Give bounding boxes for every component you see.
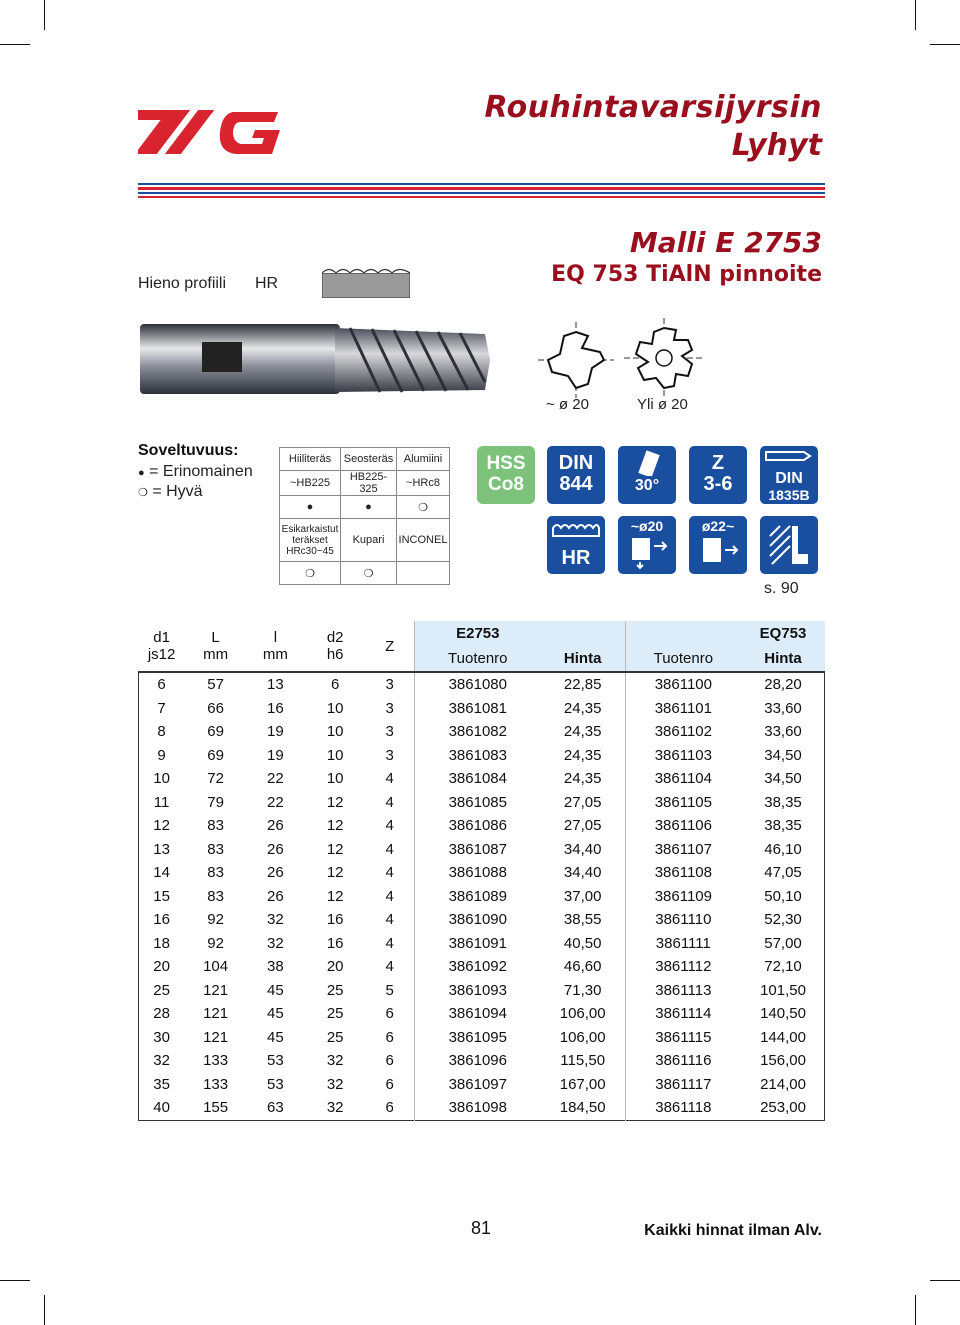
table-cell: 34,40 (563, 840, 602, 858)
table-cell: 10 (153, 770, 170, 788)
table-cell: 32 (267, 911, 284, 929)
table-cell: 33,60 (764, 699, 802, 717)
suitability-mark (397, 562, 450, 585)
table-cell: 22 (267, 793, 284, 811)
legend-good (138, 483, 203, 501)
profile-wave-icon (322, 268, 410, 303)
table-cell: 32 (153, 1052, 170, 1070)
table-cell: 26 (267, 817, 284, 835)
table-cell: 10 (326, 723, 344, 741)
group-header-eq753: EQ753 (759, 625, 807, 642)
hr-profile-badge (547, 516, 605, 574)
table-cell: 25 (326, 1028, 344, 1046)
table-cell: 3 (385, 676, 394, 694)
group-header-e2753: E2753 (414, 621, 540, 646)
center-cut-small-badge (618, 516, 676, 574)
col-header-code: Tuotenro (414, 646, 540, 672)
suitability-mark: ❍ (397, 496, 450, 519)
section-diagram-4-flute (538, 322, 614, 403)
din-844-badge (547, 446, 605, 504)
material-header: Seosteräs (341, 448, 397, 471)
table-cell: 30 (153, 1028, 170, 1046)
table-cell: 57,00 (764, 934, 802, 952)
table-cell: 253,00 (760, 1099, 806, 1117)
flute-count-badge (689, 446, 747, 504)
diameter-label: ø22~ (701, 518, 735, 534)
table-cell: 133 (203, 1052, 229, 1070)
table-cell: 53 (267, 1075, 284, 1093)
table-cell: 12 (326, 887, 344, 905)
table-cell: 26 (267, 840, 284, 858)
table-cell: 3861089 (414, 885, 540, 909)
table-cell: 16 (326, 911, 344, 929)
table-cell: 10 (326, 746, 344, 764)
table-cell: 25 (326, 981, 344, 999)
material-header: INCONEL (397, 519, 450, 562)
table-cell: 106,00 (559, 1005, 606, 1023)
table-cell: 101,50 (760, 981, 806, 999)
table-cell: 83 (207, 864, 224, 882)
table-cell: 3861083 (414, 744, 540, 768)
table-row (138, 720, 825, 744)
table-cell: 3861081 (414, 697, 540, 721)
table-cell: 6 (385, 1075, 394, 1093)
table-cell: 3861112 (625, 955, 741, 979)
table-cell: 50,10 (764, 887, 802, 905)
table-cell: 4 (385, 770, 394, 788)
col-header-price: Hinta (563, 650, 602, 667)
table-cell: 22,85 (563, 676, 602, 694)
table-cell: 3861093 (414, 979, 540, 1003)
table-cell: 45 (267, 1028, 284, 1046)
table-cell: 28 (153, 1005, 170, 1023)
table-cell: 53 (267, 1052, 284, 1070)
suitability-heading: Soveltuvuus: (138, 442, 239, 459)
end-mill-image (140, 320, 495, 400)
table-cell: 92 (207, 934, 224, 952)
col-header-l (246, 621, 305, 672)
diagram-caption-right: Yli ø 20 (637, 396, 688, 413)
table-cell: 3861087 (414, 838, 540, 862)
table-cell: 3861118 (625, 1096, 741, 1120)
table-cell: 4 (385, 840, 394, 858)
table-cell: 25 (326, 1005, 344, 1023)
table-cell: 79 (207, 793, 224, 811)
table-row (138, 885, 825, 909)
table-cell: 106,00 (559, 1028, 606, 1046)
group-header-spacer (541, 621, 625, 646)
table-row (138, 791, 825, 815)
wave-icon (547, 516, 605, 542)
slotting-badge (760, 516, 818, 574)
badge-line: 1835B (768, 487, 810, 503)
badge-line: DIN (558, 452, 594, 474)
table-cell: 19 (267, 723, 284, 741)
table-cell: 3861107 (625, 838, 741, 862)
suitability-table (279, 447, 450, 585)
table-cell: 115,50 (560, 1052, 606, 1070)
material-header: Hiiliteräs (280, 448, 341, 471)
table-cell: 104 (203, 958, 229, 976)
table-cell: 3861106 (625, 814, 741, 838)
table-cell: 66 (207, 699, 224, 717)
crop-mark (44, 1295, 45, 1325)
crop-mark (44, 0, 45, 30)
table-cell: 3861092 (414, 955, 540, 979)
table-cell: 26 (267, 887, 284, 905)
section-diagram-6-flute (624, 318, 704, 403)
table-cell: 24,35 (563, 723, 602, 741)
table-cell: 22 (267, 770, 284, 788)
col-header-unit: js12 (147, 646, 176, 663)
table-cell: 6 (385, 1052, 394, 1070)
table-cell: 32 (326, 1099, 344, 1117)
crop-mark (0, 1280, 30, 1281)
table-cell: 3 (385, 723, 394, 741)
table-cell: 6 (157, 676, 166, 694)
table-cell: 37,00 (563, 887, 602, 905)
crop-mark (0, 44, 30, 45)
table-cell: 133 (203, 1075, 229, 1093)
table-row (138, 908, 825, 932)
table-row (138, 861, 825, 885)
table-cell: 3861082 (414, 720, 540, 744)
slot-icon (760, 516, 818, 574)
table-cell: 6 (385, 1028, 394, 1046)
table-cell: 19 (267, 746, 284, 764)
table-cell: 12 (326, 793, 344, 811)
table-cell: 13 (267, 676, 284, 694)
table-cell: 4 (385, 864, 394, 882)
table-cell: 3861115 (625, 1026, 741, 1050)
table-cell: 9 (157, 746, 166, 764)
table-cell: 92 (207, 911, 224, 929)
table-cell: 3861094 (414, 1002, 540, 1026)
table-cell: 3861090 (414, 908, 540, 932)
crop-mark (930, 1280, 960, 1281)
table-cell: 4 (385, 911, 394, 929)
crop-mark (915, 0, 916, 30)
table-cell: 3861108 (625, 861, 741, 885)
table-cell: 184,50 (559, 1099, 606, 1117)
table-cell: 3861102 (625, 720, 741, 744)
hardness-value: ~HRc8 (397, 471, 450, 496)
col-header-label: l (273, 629, 278, 646)
crop-mark (915, 1295, 916, 1325)
table-cell: 20 (153, 958, 170, 976)
table-cell: 4 (385, 934, 394, 952)
page-reference: s. 90 (764, 580, 799, 597)
table-cell: 3861117 (625, 1073, 741, 1097)
badge-line: Z (711, 452, 725, 474)
table-cell: 3 (385, 746, 394, 764)
table-cell: 14 (153, 864, 170, 882)
table-cell: 18 (153, 934, 170, 952)
table-cell: 167,00 (559, 1075, 606, 1093)
table-cell: 6 (385, 1005, 394, 1023)
table-cell: 3861086 (414, 814, 540, 838)
table-cell: 6 (385, 1099, 394, 1117)
suitability-mark: ❍ (280, 562, 341, 585)
header-stripe (138, 183, 825, 197)
table-cell: 3861098 (414, 1096, 540, 1120)
material-header: Kupari (341, 519, 397, 562)
profile-code: HR (255, 275, 279, 292)
model-subtitle: EQ 753 TiAlN pinnoite (551, 262, 822, 287)
suitability-mark: ❍ (341, 562, 397, 585)
suitability-mark: ● (280, 496, 341, 519)
empty-dot-icon: ❍ (138, 487, 148, 499)
page-subtitle: Lyhyt (731, 128, 822, 163)
table-cell: 3861084 (414, 767, 540, 791)
col-header-price: Hinta (764, 650, 802, 667)
table-cell: 38,55 (563, 911, 602, 929)
table-cell: 12 (326, 840, 344, 858)
table-row (138, 814, 825, 838)
col-header-L (185, 621, 246, 672)
table-cell: 40 (153, 1099, 170, 1117)
table-cell: 3861095 (414, 1026, 540, 1050)
table-cell: 45 (267, 1005, 284, 1023)
table-row (138, 932, 825, 956)
table-cell: 3861109 (625, 885, 741, 909)
table-cell: 13 (153, 840, 170, 858)
table-cell: 26 (267, 864, 284, 882)
table-cell: 3861110 (625, 908, 741, 932)
din-1835b-badge (760, 446, 818, 504)
shank-icon (760, 446, 818, 466)
helix-angle-badge (618, 446, 676, 504)
table-cell: 140,50 (760, 1005, 806, 1023)
table-cell: 3861103 (625, 744, 741, 768)
filled-dot-icon: ● (138, 467, 145, 479)
table-cell: 3861116 (625, 1049, 741, 1073)
center-cut-large-badge (689, 516, 747, 574)
table-cell: 83 (207, 840, 224, 858)
table-cell: 3 (385, 699, 394, 717)
table-cell: 71,30 (563, 981, 602, 999)
table-row (138, 697, 825, 721)
table-row (138, 1073, 825, 1097)
table-cell: 63 (267, 1099, 284, 1117)
table-cell: 34,40 (563, 864, 602, 882)
col-header-unit: mm (203, 646, 229, 663)
crop-mark (930, 44, 960, 45)
table-row (138, 979, 825, 1003)
table-cell: 72 (207, 770, 224, 788)
table-cell: 16 (326, 934, 344, 952)
table-cell: 3861101 (625, 697, 741, 721)
table-cell: 34,50 (764, 770, 802, 788)
table-cell: 24,35 (563, 770, 602, 788)
table-cell: 83 (207, 817, 224, 835)
profile-label: Hieno profiili (138, 275, 227, 292)
table-cell: 214,00 (760, 1075, 806, 1093)
brand-logo (138, 100, 288, 160)
col-header-label: d1 (153, 629, 170, 646)
diameter-label: ~ø20 (630, 518, 664, 534)
table-cell: 121 (203, 981, 229, 999)
table-cell: 12 (326, 864, 344, 882)
table-row (138, 744, 825, 768)
table-row (138, 767, 825, 791)
table-cell: 35 (153, 1075, 170, 1093)
table-cell: 5 (385, 981, 394, 999)
table-cell: 121 (203, 1005, 229, 1023)
table-cell: 40,50 (563, 934, 602, 952)
col-header-label: L (211, 629, 220, 646)
plunge-icon (618, 534, 676, 570)
table-cell: 3861091 (414, 932, 540, 956)
table-cell: 69 (207, 723, 224, 741)
table-cell: 3861105 (625, 791, 741, 815)
col-header-code: Tuotenro (625, 646, 741, 672)
table-cell: 83 (207, 887, 224, 905)
material-header (280, 519, 341, 562)
table-cell: 3861111 (625, 932, 741, 956)
badge-line: 844 (559, 473, 593, 495)
product-table (138, 621, 825, 1121)
table-cell: 12 (153, 817, 170, 835)
table-cell: 32 (267, 934, 284, 952)
material-header-line: teräkset (292, 534, 328, 546)
legend-good-label: = Hyvä (152, 483, 203, 500)
table-cell: 12 (326, 817, 344, 835)
side-cut-icon (689, 534, 747, 570)
table-cell: 11 (153, 793, 170, 811)
diagram-caption-left: ~ ø 20 (546, 396, 589, 413)
table-cell: 72,10 (764, 958, 802, 976)
table-cell: 25 (153, 981, 170, 999)
table-row (138, 672, 825, 697)
badge-line: HR (561, 547, 591, 569)
hss-co8-badge (477, 446, 535, 504)
table-cell: 38 (267, 958, 284, 976)
table-cell: 6 (330, 676, 340, 694)
helix-icon (618, 446, 676, 476)
table-cell: 38,35 (764, 793, 802, 811)
hardness-value: HB225-325 (341, 471, 397, 496)
table-cell: 47,05 (764, 864, 802, 882)
table-cell: 4 (385, 887, 394, 905)
table-cell: 4 (385, 817, 394, 835)
group-header-spacer (625, 621, 741, 646)
table-cell: 3861096 (414, 1049, 540, 1073)
table-row (138, 1002, 825, 1026)
table-cell: 3861097 (414, 1073, 540, 1097)
table-cell: 156,00 (760, 1052, 806, 1070)
table-cell: 32 (326, 1052, 344, 1070)
table-cell: 3861088 (414, 861, 540, 885)
table-cell: 16 (153, 911, 170, 929)
table-row (138, 1026, 825, 1050)
table-row (138, 838, 825, 862)
footer-note: Kaikki hinnat ilman Alv. (644, 1222, 822, 1239)
table-cell: 155 (203, 1099, 229, 1117)
table-row (138, 955, 825, 979)
table-cell: 38,35 (764, 817, 802, 835)
col-header-label: d2 (326, 629, 344, 646)
table-cell: 24,35 (563, 699, 602, 717)
table-cell: 3861080 (414, 672, 540, 697)
badge-line: HSS (486, 453, 526, 474)
legend-excellent (138, 463, 253, 481)
col-header-d2 (305, 621, 366, 672)
table-cell: 3861104 (625, 767, 741, 791)
table-cell: 4 (385, 958, 394, 976)
table-cell: 52,30 (764, 911, 802, 929)
angle-label: 30° (634, 477, 660, 494)
table-cell: 69 (207, 746, 224, 764)
material-header-line: Esikarkaistut (281, 523, 339, 535)
table-cell: 57 (207, 676, 224, 694)
model-title: Malli E 2753 (629, 226, 822, 259)
table-cell: 32 (326, 1075, 344, 1093)
table-cell: 4 (385, 793, 394, 811)
page-number: 81 (471, 1218, 492, 1238)
table-cell: 16 (267, 699, 284, 717)
table-cell: 3861113 (625, 979, 741, 1003)
table-cell: 8 (157, 723, 166, 741)
material-header: Alumiini (397, 448, 450, 471)
suitability-mark: ● (341, 496, 397, 519)
table-cell: 3861114 (625, 1002, 741, 1026)
table-row (138, 1096, 825, 1120)
table-cell: 27,05 (563, 793, 602, 811)
badge-line: 3-6 (703, 473, 733, 495)
material-header-line: HRc30~45 (286, 545, 334, 557)
badge-line: Co8 (488, 474, 524, 495)
table-cell: 28,20 (764, 676, 802, 694)
col-header-unit: mm (262, 646, 288, 663)
table-cell: 33,60 (764, 723, 802, 741)
page-title: Rouhintavarsijyrsin (484, 90, 822, 125)
table-row (138, 1049, 825, 1073)
table-body (138, 672, 825, 1120)
table-cell: 3861085 (414, 791, 540, 815)
table-cell: 7 (157, 699, 166, 717)
legend-excellent-label: = Erinomainen (149, 463, 253, 480)
hardness-value: ~HB225 (280, 471, 341, 496)
table-cell: 121 (203, 1028, 229, 1046)
col-header-z: Z (366, 621, 415, 672)
table-cell: 46,60 (563, 958, 602, 976)
table-cell: 144,00 (760, 1028, 806, 1046)
table-cell: 10 (326, 699, 344, 717)
col-header-unit: h6 (326, 646, 344, 663)
table-cell: 10 (326, 770, 344, 788)
table-cell: 24,35 (563, 746, 602, 764)
table-cell: 27,05 (563, 817, 602, 835)
table-cell: 15 (153, 887, 170, 905)
table-cell: 20 (326, 958, 344, 976)
table-cell: 46,10 (764, 840, 802, 858)
col-header-d1 (138, 621, 185, 672)
table-cell: 45 (267, 981, 284, 999)
table-cell: 3861100 (625, 672, 741, 697)
table-cell: 34,50 (764, 746, 802, 764)
badge-line: DIN (775, 470, 803, 487)
